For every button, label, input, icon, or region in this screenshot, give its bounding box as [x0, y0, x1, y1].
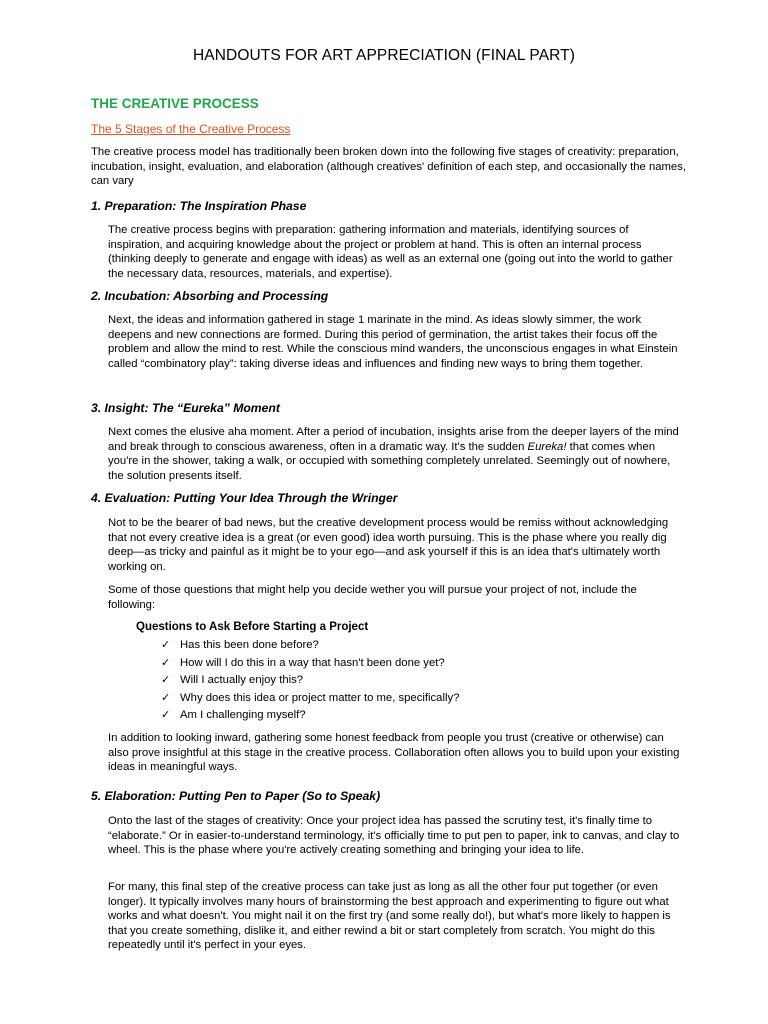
section-heading: THE CREATIVE PROCESS: [91, 96, 259, 111]
checkmark-icon: ✓: [161, 709, 171, 722]
question-text: Am I challenging myself?: [180, 709, 306, 722]
document-title: HANDOUTS FOR ART APPRECIATION (FINAL PART): [193, 47, 575, 64]
stage-2-heading: 2. Incubation: Absorbing and Processing: [91, 289, 329, 303]
question-text: Why does this idea or project matter to me, specifically?: [180, 691, 460, 704]
stage-3-text-b: that comes when you're in the shower, taking a walk, or occupied with something completely unrelated. Seemingly out of nowhere, the solution presents itself.: [108, 440, 671, 482]
stage-4-heading: 4. Evaluation: Putting Your Idea Through the Wringer: [91, 491, 398, 505]
stage-3-text-a: Next comes the elusive aha moment. After a period of incubation, insights arise from the deeper layers of the mind and break through to conscious awareness, often in a dramatic way. It's the sudden: [108, 426, 679, 453]
checkmark-icon: ✓: [161, 691, 171, 704]
list-item: [161, 707, 459, 725]
stage-3-paragraph: [108, 425, 683, 483]
stages-link[interactable]: The 5 Stages of the Creative Process: [91, 122, 291, 136]
intro-paragraph: The creative process model has traditionally been broken down into the following five stages of creativity: preparation, incubation, insight, evaluation, and elaboration (although creatives' definition of each step, and occasionally the names, can vary: [91, 146, 687, 188]
list-item: [161, 672, 459, 690]
eureka-emphasis: Eureka!: [527, 440, 567, 453]
stage-5-paragraph-2: For many, this final step of the creative process can take just as long as all the other four put together (or even longer). It typically involves many hours of brainstorming the best approach and experimenting to figure out what works and what doesn't. You might nail it on the first try (and some really do!), but what's more likely to happen is that you create something, dislike it, and either rewind a bit or start completely from scratch. You might do this repeatedly until it's perfect in your eyes.: [108, 881, 671, 952]
question-text: Has this been done before?: [180, 639, 319, 651]
stage-2-paragraph: Next, the ideas and information gathered in stage 1 marinate in the mind. As ideas slowly simmer, the work deepens and new connections are formed. During this period of germination, the artist takes their focus off the problem and allow the mind to rest. While the conscious mind wanders, the unconscious engages in what Einstein called “combinatory play”: taking diverse ideas and influences and finding new ways to bring them together.: [108, 314, 678, 370]
checkmark-icon: ✓: [161, 656, 171, 669]
stage-5-paragraph-1: Onto the last of the stages of creativity: Once your project idea has passed the scrutiny test, it's finally time to “elaborate.” Or in easier-to-understand terminology, it's officially time to put pen to paper, ink to canvas, and clay to wheel. This is the phase where you're actively creating something and bringing your idea to life.: [108, 815, 680, 857]
stage-4-paragraph-2: Some of those questions that might help you decide wether you will pursue your project of not, include the following:: [108, 584, 637, 611]
list-item: [161, 690, 459, 708]
list-item: [161, 637, 459, 655]
question-text: How will I do this in a way that hasn't been done yet?: [180, 656, 445, 669]
questions-heading: Questions to Ask Before Starting a Project: [136, 621, 369, 633]
stage-1-paragraph: The creative process begins with preparation: gathering information and materials, identifying sources of inspiration, and acquiring knowledge about the project or problem at hand. This is often an internal process (thinking deeply to generate and engage with ideas) as well as an external one (going out into the world to gather the necessary data, resources, materials, and expertise).: [108, 224, 673, 280]
stage-1-heading: 1. Preparation: The Inspiration Phase: [91, 199, 307, 213]
stage-4-paragraph-1: Not to be the bearer of bad news, but the creative development process would be remiss without acknowledging that not every creative idea is a great (or even good) idea worth pursuing. This is the phase where you really dig deep—as tricky and painful as it might be to your ego—and ask yourself if this is an idea that's ultimately worth working on.: [108, 517, 669, 573]
checkmark-icon: ✓: [161, 674, 171, 687]
stage-3-heading: 3. Insight: The “Eureka” Moment: [91, 401, 280, 415]
checkmark-icon: ✓: [161, 639, 171, 651]
stage-4-paragraph-3: In addition to looking inward, gathering some honest feedback from people you trust (creative or otherwise) can also prove insightful at this stage in the creative process. Collaboration often allows you to build upon your existing ideas in meaningful ways.: [108, 732, 680, 774]
stage-5-heading: 5. Elaboration: Putting Pen to Paper (So to Speak): [91, 789, 381, 803]
list-item: [161, 655, 459, 673]
questions-list: [161, 637, 459, 725]
question-text: Will I actually enjoy this?: [180, 674, 304, 687]
